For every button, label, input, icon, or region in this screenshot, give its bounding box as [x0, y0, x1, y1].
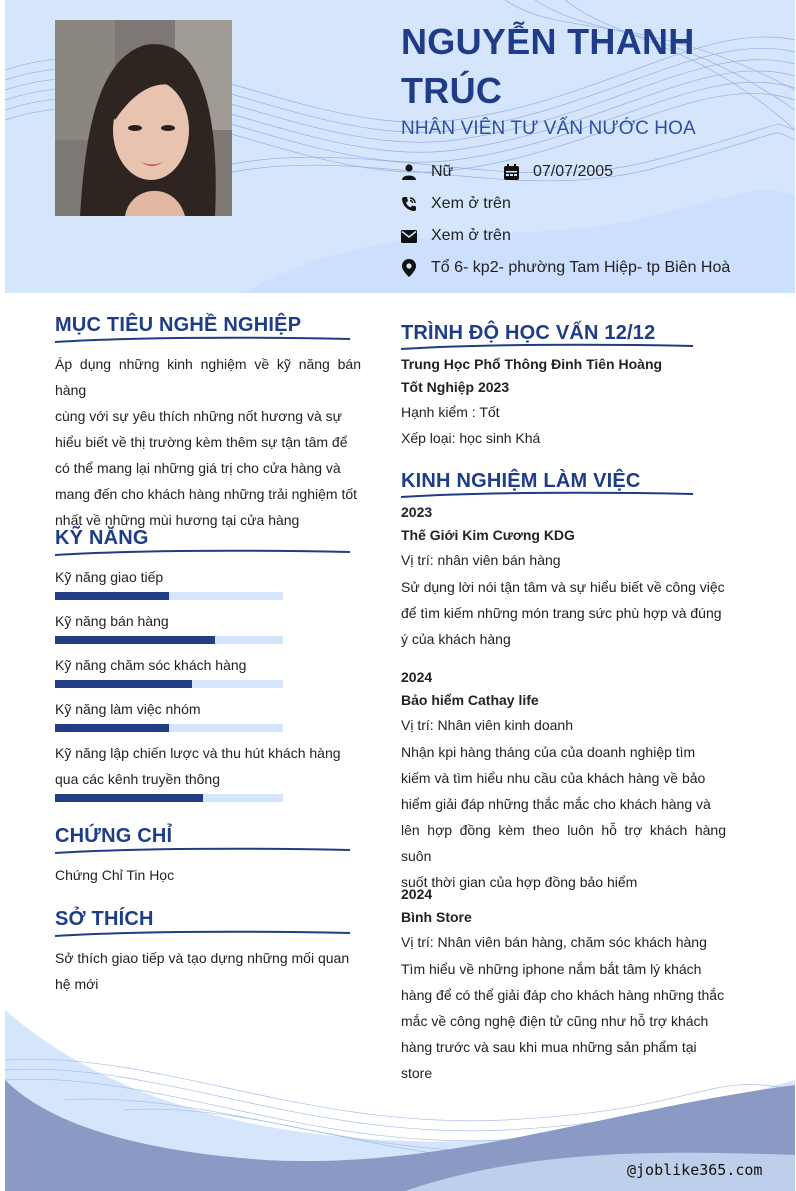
job-description-line: mắc về công nghệ điện tử cũng như hỗ trợ khách: [401, 1013, 709, 1029]
education-conduct: Hạnh kiểm : Tốt: [401, 404, 500, 420]
objective-underline: [55, 336, 350, 344]
job-description-line: Nhận kpi hàng tháng của của doanh nghiệp tìm: [401, 744, 696, 760]
education-status: Tốt Nghiệp 2023: [401, 379, 510, 395]
job-description-line: Sử dụng lời nói tận tâm và sự hiểu biết về công việc: [401, 579, 725, 595]
skill-label: Kỹ năng giao tiếp: [55, 569, 164, 585]
skill-item: [55, 696, 355, 732]
skill-bar: [55, 680, 283, 688]
skill-item: [55, 608, 355, 644]
objective-line: Áp dụng những kinh nghiệm về kỹ năng bán hàng: [55, 356, 361, 398]
objective-line: nhất về những mùi hương tại cửa hàng: [55, 512, 300, 528]
experience-title: KINH NGHIỆM LÀM VIỆC: [401, 470, 641, 492]
cv-page: [5, 0, 795, 1191]
hobbies-text: [55, 945, 361, 997]
skill-bar-fill: [55, 794, 203, 802]
skill-item: [55, 564, 355, 600]
job-description-line: kiếm và tìm hiểu nhu cầu của khách hàng về bảo: [401, 770, 706, 786]
job-year: 2024: [401, 886, 433, 902]
job-description-line: ý của khách hàng: [401, 631, 511, 647]
objective-line: hiểu biết về thị trường kèm thêm sự tận tâm để: [55, 434, 348, 450]
candidate-name: NGUYỄN THANH TRÚC: [401, 21, 695, 111]
skill-bar-fill: [55, 592, 169, 600]
skill-label: Kỹ năng lập chiến lược và thu hút khách hàng: [55, 745, 341, 761]
footer-brand[interactable]: @joblike365.com: [627, 1161, 763, 1179]
objective-line: có thể mang lại những giá trị cho cửa hàng và: [55, 460, 341, 476]
job-company: Bình Store: [401, 909, 472, 925]
job-role: Vị trí: nhân viên bán hàng: [401, 552, 561, 568]
job-description-line: hiểm giải đáp những thắc mắc cho khách hàng và: [401, 796, 711, 812]
skill-bar: [55, 724, 283, 732]
job-year: 2024: [401, 669, 433, 685]
hobbies-line: hệ mới: [55, 976, 99, 992]
job-company: Thế Giới Kim Cương KDG: [401, 527, 575, 543]
job-description-line: hàng để có thể giải đáp cho khách hàng những thắc: [401, 987, 725, 1003]
education-underline: [401, 343, 693, 351]
gender-value: Nữ: [431, 163, 454, 180]
skill-label: Kỹ năng làm việc nhóm: [55, 701, 201, 717]
skills-underline: [55, 549, 350, 557]
objective-line: cùng với sự yêu thích những nốt hương và sự: [55, 408, 342, 424]
job-description: [401, 956, 726, 1086]
certificate-item: Chứng Chỉ Tin Học: [55, 867, 175, 883]
objective-title: MỤC TIÊU NGHỀ NGHIỆP: [55, 314, 302, 336]
hobbies-line: Sở thích giao tiếp và tạo dựng những mối quan: [55, 950, 350, 966]
education-title: TRÌNH ĐỘ HỌC VẤN 12/12: [401, 322, 656, 344]
job-company: Bảo hiểm Cathay life: [401, 692, 539, 708]
education-rank: Xếp loại: học sinh Khá: [401, 430, 541, 446]
skill-bar-fill: [55, 680, 192, 688]
experience-underline: [401, 491, 693, 499]
skills-title: KỸ NĂNG: [55, 527, 149, 549]
job-role: Vị trí: Nhân viên kinh doanh: [401, 717, 573, 733]
job-description-line: suốt thời gian của hợp đồng bảo hiểm: [401, 874, 638, 890]
job-description-line: store: [401, 1065, 433, 1081]
job-description-line: để tìm kiếm những món trang sức phù hợp và đúng: [401, 605, 722, 621]
candidate-position: NHÂN VIÊN TƯ VẤN NƯỚC HOA: [401, 118, 696, 139]
job-year: 2023: [401, 504, 433, 520]
certificates-title: CHỨNG CHỈ: [55, 825, 173, 847]
address-value: Tổ 6- kp2- phường Tam Hiệp- tp Biên Hoà: [431, 259, 731, 276]
skill-bar: [55, 794, 283, 802]
skill-bar: [55, 636, 283, 644]
skill-bar: [55, 592, 283, 600]
education-school: Trung Học Phổ Thông Đinh Tiên Hoàng: [401, 356, 663, 372]
objective-line: mang đến cho khách hàng những trải nghiệm tốt: [55, 486, 358, 502]
skill-item: [55, 652, 355, 688]
skill-bar-fill: [55, 636, 215, 644]
birthdate-value: 07/07/2005: [533, 163, 614, 180]
objective-text: [55, 351, 361, 533]
certificates-underline: [55, 847, 350, 855]
email-value: Xem ở trên: [431, 227, 511, 244]
phone-value: Xem ở trên: [431, 195, 511, 212]
skill-label-continued: qua các kênh truyền thông: [55, 771, 221, 787]
hobbies-title: SỞ THÍCH: [55, 908, 154, 930]
hobbies-underline: [55, 930, 350, 938]
job-description-line: lên hợp đồng kèm theo luôn hỗ trợ khách hàng suôn: [401, 822, 726, 864]
skill-bar-fill: [55, 724, 169, 732]
job-description: [401, 574, 726, 652]
skill-label: Kỹ năng bán hàng: [55, 613, 169, 629]
skill-item: [55, 740, 355, 802]
skill-label: Kỹ năng chăm sóc khách hàng: [55, 657, 247, 673]
job-role: Vị trí: Nhân viên bán hàng, chăm sóc khách hàng: [401, 934, 707, 950]
job-description: [401, 739, 726, 895]
job-description-line: hàng trước và sau khi mua những sản phẩm tại: [401, 1039, 697, 1055]
job-description-line: Tìm hiểu về những iphone nắm bắt tâm lý khách: [401, 961, 702, 977]
